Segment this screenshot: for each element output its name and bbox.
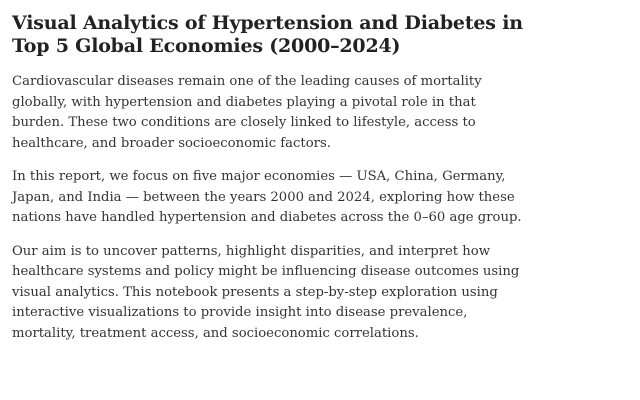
intro-paragraph: Cardiovascular diseases remain one of the leading causes of mortality globally, with hypertension and diabetes playing a pivotal role in that burden. These two conditions are closely linked to lifestyle, access to healthcare, and broader socioeconomic factors. — [12, 74, 482, 151]
scope-paragraph: In this report, we focus on five major economies — USA, China, Germany, Japan, and India — between the years 2000 and 2024, exploring how these nations have handled hypertension and diabetes across the 0–60 age group. — [12, 169, 522, 225]
aim-paragraph: Our aim is to uncover patterns, highlight disparities, and interpret how healthcare systems and policy might be influencing disease outcomes using visual analytics. This notebook presents a step-by-step exploration using interactive visualizations to provide insight into disease prevalence, mortality, treatment access, and socioeconomic correlations. — [12, 243, 520, 341]
page-title: Visual Analytics of Hypertension and Diabetes in Top 5 Global Economies (2000–2024) — [12, 12, 523, 57]
